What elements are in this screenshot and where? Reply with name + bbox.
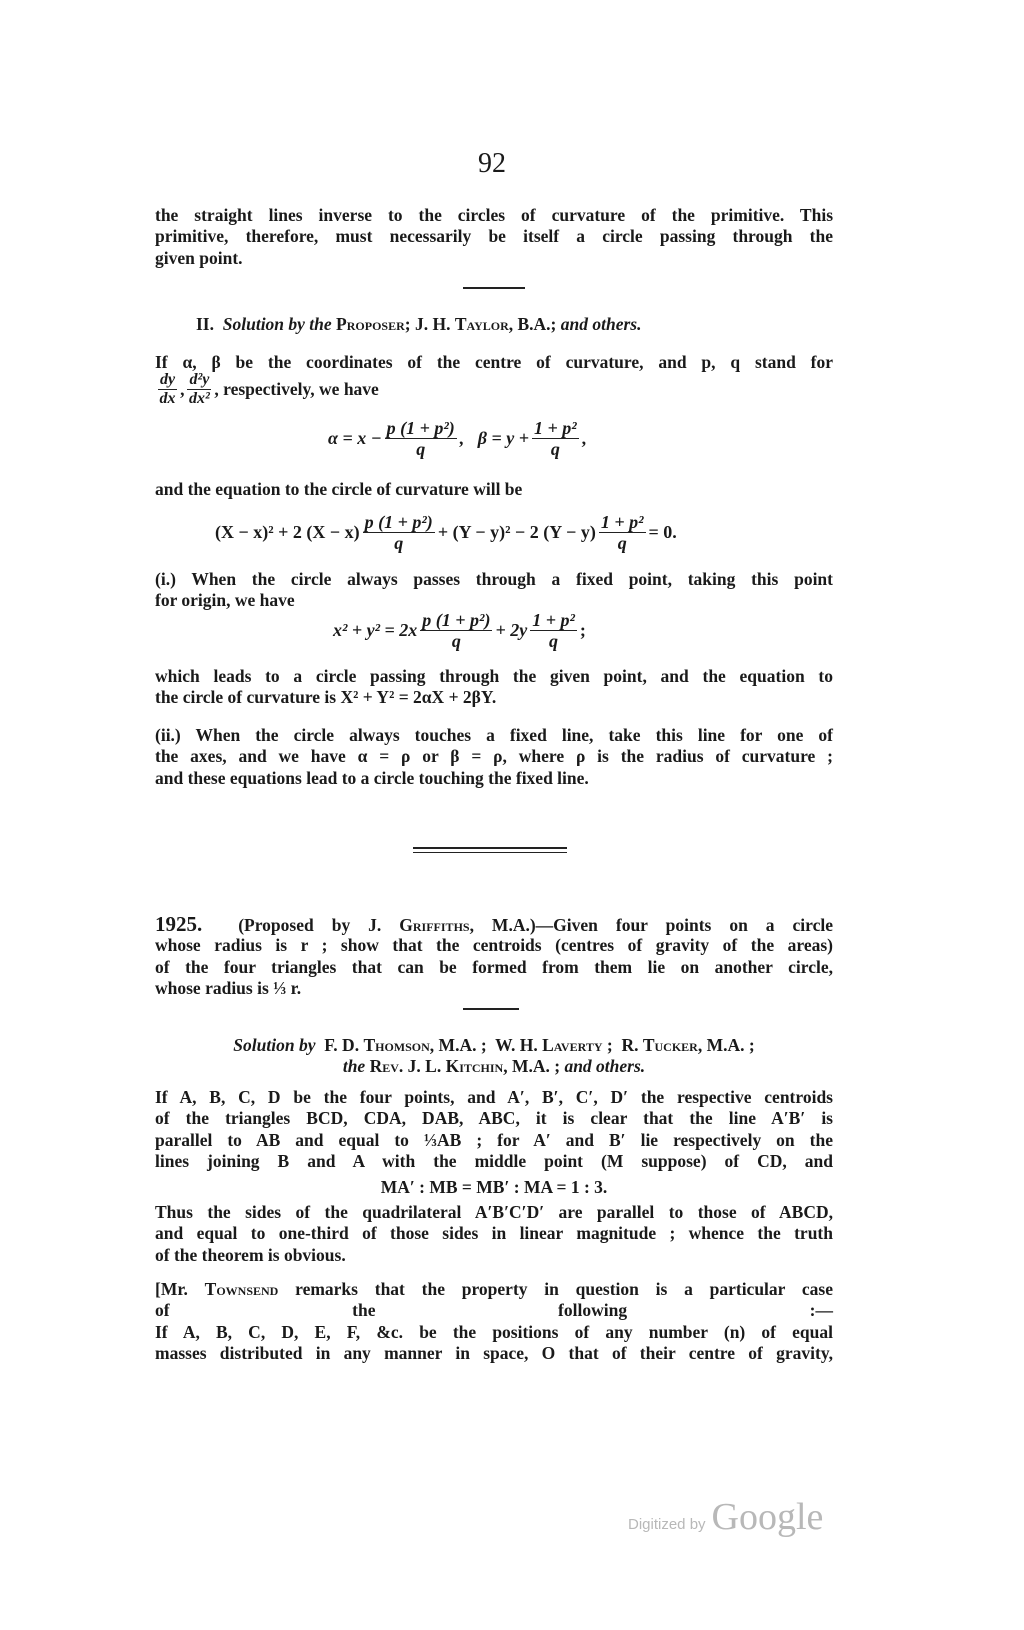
text-segment: Kitchin (445, 1056, 504, 1077)
paragraph (155, 666, 833, 709)
text-line: MA′ : MB = MB′ : MA = 1 : 3. (380, 1177, 608, 1197)
paragraph-coordinates: If α, β be the coordinates of the centre of curvature, and p, q stand for $\frac{dy}{dx}$ , $\frac{\text{d²y}}{\text{dx²}}$ , respectively, we have (155, 352, 833, 408)
text-segment: , M.A.)—Given four points on a circle (469, 915, 833, 935)
paragraph-continuation (155, 205, 833, 269)
text-line: lines joining B and A with the middle point (M suppose) of CD, and (155, 1151, 833, 1172)
text-line: whose radius is r ; show that the centroids (centres of gravity of the areas) (155, 935, 833, 956)
paragraph-conclusion (155, 1202, 833, 1266)
text-segment: and others. (560, 314, 642, 334)
text-line: primitive, therefore, must necessarily be itself a circle passing through the (155, 226, 833, 247)
text-segment: [Mr. (155, 1279, 205, 1299)
text-segment: Thomson (363, 1035, 430, 1055)
solution-heading-1925 (155, 1035, 833, 1078)
text-segment: ; R. (602, 1035, 643, 1055)
text-line: of the following :— (155, 1300, 833, 1321)
text-line (155, 914, 833, 935)
fraction-d2y-dx2: $\frac{\text{d²y}}{\text{dx²}}$ (189, 371, 210, 408)
text-segment: and others. (564, 1056, 646, 1077)
text-line: the straight lines inverse to the circles of curvature of the primitive. This (155, 205, 833, 225)
text-line: of the four triangles that can be formed from them lie on another circle, (155, 956, 833, 977)
text-line: the axes, and we have α = ρ or β = ρ, where ρ is the radius of curvature ; (155, 746, 833, 767)
text-segment: , M.A. ; (503, 1056, 565, 1077)
text-segment: remarks that the property in question is a particular case (278, 1279, 833, 1299)
equation-circle-of-curvature: (X − x)² + 2 (X − x) $\frac{\text{p (1 + p²)}}{q}$ + (Y − y)² − 2 (Y − y) $\frac{\text{1 + p²}}{q}$ = 0. (215, 512, 677, 553)
text-segment: Tucker (642, 1035, 698, 1055)
question-number: 1925. (155, 912, 203, 936)
text-line: which leads to a circle passing through the given point, and the equation to (155, 666, 833, 686)
text-segment: , M.A. ; W. H. (429, 1035, 543, 1055)
paragraph-case-ii (155, 725, 833, 789)
text-line: Thus the sides of the quadrilateral A′B′C′D′ are parallel to those of ABCD, (155, 1202, 833, 1222)
text-segment: Laverty (542, 1035, 603, 1055)
text-segment: Solution by (233, 1035, 316, 1055)
text-line: parallel to AB and equal to ⅓AB ; for A′ and B′ lie respectively on the (155, 1129, 833, 1150)
text-segment: F. D. (315, 1035, 364, 1055)
paragraph (155, 479, 833, 500)
text-segment: Taylor (454, 314, 509, 334)
text-segment: Griffiths (399, 915, 470, 935)
text-line: of the theorem is obvious. (155, 1244, 346, 1265)
text-segment: Solution by the (222, 314, 337, 334)
text-line: If α, β be the coordinates of the centre of curvature, and p, q stand for (155, 352, 833, 372)
text-segment: Townsend (204, 1279, 279, 1299)
text-segment: . J. L. (398, 1056, 446, 1077)
divider (463, 287, 525, 289)
text-segment: , M.A. ; (697, 1035, 755, 1055)
text-segment: , B.A.; (508, 314, 561, 334)
divider (463, 1008, 519, 1010)
text-segment: Proposer (336, 314, 405, 334)
text-segment: Rev (369, 1056, 399, 1077)
text-line: and these equations lead to a circle touching the fixed line. (155, 767, 589, 788)
solution-heading-ii (196, 314, 796, 335)
text-line: (i.) When the circle always passes through a fixed point, taking this point (155, 569, 833, 589)
text-segment: the (342, 1056, 366, 1077)
fraction-dy-dx: $\frac{dy}{dx}$ (159, 371, 176, 408)
text-line: If A, B, C, D, E, F, &c. be the positions of any number (n) of equal (155, 1321, 833, 1342)
text-line: for origin, we have (155, 590, 295, 611)
text-line (196, 314, 796, 335)
text-line: , respectively, we have (214, 379, 379, 400)
ratio-equation (155, 1177, 833, 1198)
text-line (155, 1056, 833, 1077)
text-line: of the triangles BCD, CDA, DAB, ABC, it is clear that the line A′B′ is (155, 1108, 833, 1129)
text-line: whose radius is ⅓ r. (155, 978, 302, 999)
equation-centre-coordinates: α = x − $\frac{\text{p (1 + p²)}}{q}$ , β = y + $\frac{\text{1 + p²}}{q}$ , (328, 418, 587, 459)
text-line: masses distributed in any manner in space, O that of their centre of gravity, (155, 1343, 833, 1364)
question-1925 (155, 914, 833, 1000)
text-line: the circle of curvature is X² + Y² = 2αX + 2βY. (155, 687, 497, 708)
page-number: 92 (478, 148, 506, 179)
paragraph-townsend-remark (155, 1279, 833, 1365)
text-line: given point. (155, 247, 243, 268)
double-rule-top (413, 847, 567, 849)
paragraph-case-i (155, 569, 833, 612)
text-segment: ; J. H. (404, 314, 455, 334)
equation-fixed-point: x² + y² = 2x $\frac{\text{p (1 + p²)}}{q}$ + 2y $\frac{\text{1 + p²}}{q}$ ; (333, 610, 586, 651)
text-segment: (Proposed by J. (202, 915, 400, 935)
text-line (155, 1279, 833, 1300)
text-line (155, 1035, 833, 1056)
text-line: If A, B, C, D be the four points, and A′, B′, C′, D′ the respective centroids (155, 1087, 833, 1107)
digitized-by-google-watermark: Digitized by Google (628, 1496, 824, 1538)
text-line: (ii.) When the circle always touches a fixed line, take this line for one of (155, 725, 833, 745)
double-rule-bottom (413, 852, 567, 853)
text-line: and the equation to the circle of curvature will be (155, 479, 523, 499)
paragraph-proof (155, 1087, 833, 1173)
text-segment: II. (196, 314, 223, 334)
text-line: and equal to one-third of those sides in linear magnitude ; whence the truth (155, 1223, 833, 1244)
